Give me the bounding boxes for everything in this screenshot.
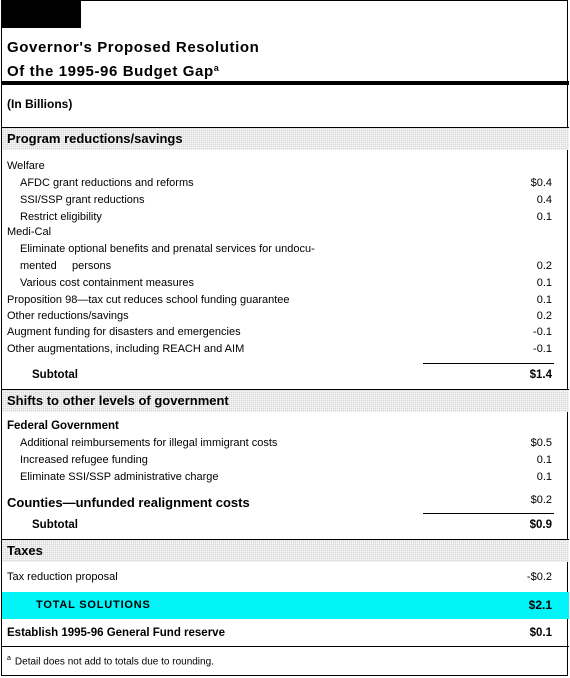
table-row: mented persons 0.2 bbox=[20, 260, 552, 272]
table-row: Other reductions/savings 0.2 bbox=[7, 310, 552, 322]
title-rule bbox=[2, 81, 569, 85]
table-row: Additional reimbursements for illegal immigrant costs $0.5 bbox=[20, 437, 552, 449]
table-row: Other augmentations, including REACH and AIM -0.1 bbox=[7, 343, 552, 355]
exhibit-title bbox=[7, 38, 259, 82]
table-row: Tax reduction proposal -$0.2 bbox=[7, 571, 552, 583]
counties-row: Counties—unfunded realignment costs $0.2 bbox=[7, 494, 552, 510]
total-solutions-row: TOTAL SOLUTIONS $2.1 bbox=[2, 592, 569, 619]
subtotal-row: Subtotal $0.9 bbox=[32, 519, 552, 531]
section-shifts-heading: Shifts to other levels of government bbox=[2, 389, 569, 412]
title-line-1: Governor's Proposed Resolution bbox=[7, 39, 260, 56]
section-taxes-heading: Taxes bbox=[2, 539, 569, 562]
units-label: (In Billions) bbox=[7, 97, 73, 111]
reserve-row: Establish 1995-96 General Fund reserve $0.1 bbox=[7, 627, 552, 639]
header-tab bbox=[2, 1, 81, 28]
table-row: Augment funding for disasters and emergencies -0.1 bbox=[7, 326, 552, 338]
table-row: Restrict eligibility 0.1 bbox=[20, 211, 552, 223]
table-row: Various cost containment measures 0.1 bbox=[20, 277, 552, 289]
federal-government-label-row: Federal Government bbox=[7, 420, 119, 432]
table-row: Increased refugee funding 0.1 bbox=[20, 454, 552, 466]
table-row: Welfare bbox=[7, 160, 45, 172]
title-line-2: Of the 1995-96 Budget Gap$^a$ bbox=[7, 63, 219, 80]
subtotal-row: Subtotal $1.4 bbox=[32, 369, 552, 381]
subtotal-rule bbox=[423, 363, 554, 364]
footnote: $^a$ Detail does not add to totals due to rounding. bbox=[7, 655, 214, 668]
table-row: AFDC grant reductions and reforms $0.4 bbox=[20, 177, 552, 189]
title-footnote-marker: a bbox=[213, 63, 219, 73]
table-row: SSI/SSP grant reductions 0.4 bbox=[20, 194, 552, 206]
footnote-rule bbox=[2, 646, 569, 647]
subtotal-rule bbox=[423, 513, 554, 514]
table-row: Eliminate optional benefits and prenatal services for undocu- bbox=[20, 243, 315, 255]
table-row: Eliminate SSI/SSP administrative charge 0.1 bbox=[20, 471, 552, 483]
table-row: Proposition 98—tax cut reduces school funding guarantee 0.1 bbox=[7, 294, 552, 306]
section-program-heading: Program reductions/savings bbox=[2, 127, 569, 150]
exhibit-frame bbox=[1, 0, 568, 676]
table-row: Medi-Cal bbox=[7, 226, 52, 238]
